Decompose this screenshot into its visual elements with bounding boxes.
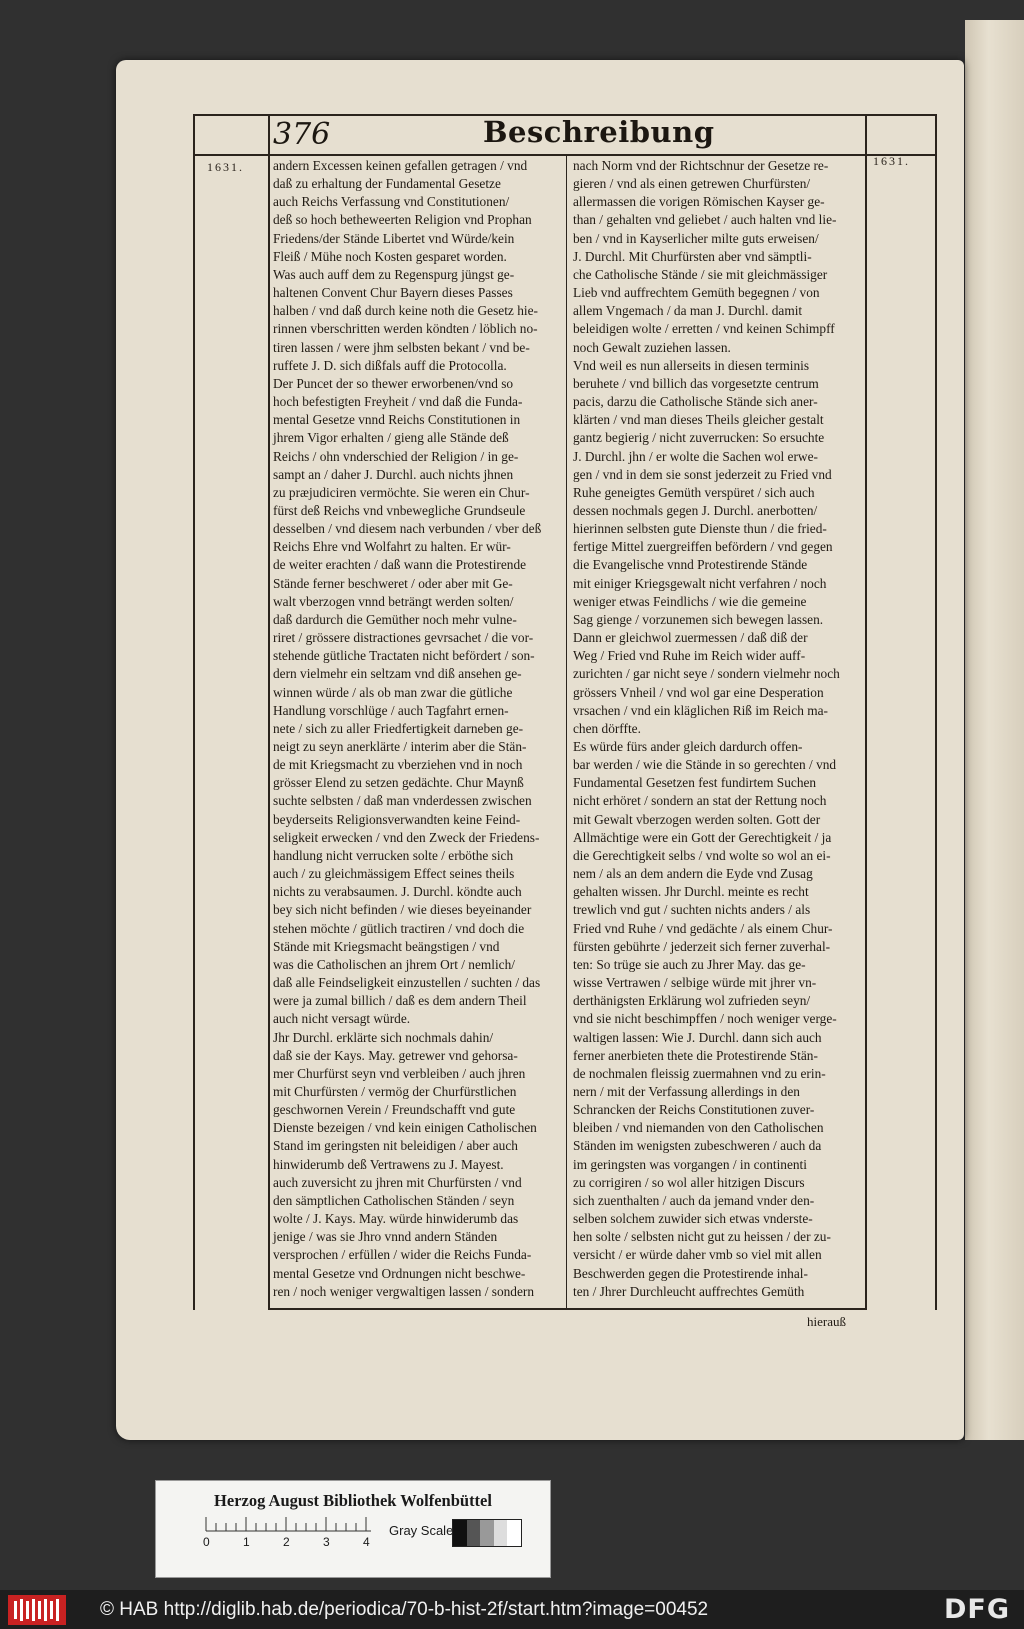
text-line: wolte / J. Kays. May. würde hinwiderumb das [273, 1211, 519, 1227]
text-line: deß so hoch betheweerten Religion vnd Prophan [273, 212, 532, 228]
text-line: nete / sich zu aller Friedfertigkeit darneben ge- [273, 720, 524, 736]
text-line: auch / zu gleichmässigem Effect seines theils [273, 866, 515, 882]
text-line: Weg / Fried vnd Ruhe im Reich wider auff- [573, 648, 806, 664]
text-line: Friedens/der Stände Libertet vnd Würde/kein [273, 230, 515, 246]
text-line: hoch befestigten Freyheit / vnd daß die Funda- [273, 394, 523, 410]
text-line: Was auch auff dem zu Regenspurg jüngst ge- [273, 266, 515, 282]
text-line: riret / grössere distractiones gevrsachet / die vor- [273, 630, 534, 646]
text-line: versprochen / erfüllen / wider die Reichs Funda- [273, 1247, 532, 1263]
text-line: gantz begierig / nicht zuverrucken: So ersuchte [573, 430, 825, 446]
ruler-number: 4 [363, 1535, 370, 1549]
text-line: pacis, darzu die Catholische Stände sich aner- [573, 394, 818, 410]
text-line: die Gerechtigkeit selbs / vnd wolte so wol an ei- [573, 847, 831, 863]
text-line: walt vberzogen vnnd beträngt werden solten/ [273, 593, 514, 609]
text-line: bleiben / vnd niemanden von den Catholischen [573, 1120, 824, 1136]
text-line: Fried vnd Ruhe / vnd gedächte / als einem Chur- [573, 920, 833, 936]
text-line: zu præjudiciren vermöchte. Sie weren ein Chur- [273, 484, 530, 500]
text-line: bar werden / wie die Stände in so gerechten / vnd [573, 757, 837, 773]
text-line: auch zuversicht zu jhren mit Churfürsten / vnd [273, 1174, 522, 1190]
text-line: Der Puncet der so thewer erworbenen/vnd so [273, 375, 514, 391]
text-line: Jhr Durchl. erklärte sich nochmals dahin/ [273, 1029, 494, 1045]
text-line: halben / vnd daß durch keine noth die Gesetz hie- [273, 303, 538, 319]
right-text-column [573, 157, 860, 1307]
ruler-number: 1 [243, 1535, 250, 1549]
text-line: tiren lassen / were jhm selbsten bekant / vnd be- [273, 339, 530, 355]
text-line: gieren / vnd als einen getrewen Churfürsten/ [573, 176, 811, 192]
text-line: stehen möchte / gütlich tractiren / vnd doch die [273, 920, 525, 936]
text-line: Lieb vnd auffrechtem Gemüth begegnen / von [573, 285, 820, 301]
ruler-number: 0 [203, 1535, 210, 1549]
margin-left-rule [268, 114, 270, 1310]
text-line: grössers Vnheil / vnd wol gar eine Desperation [573, 684, 824, 700]
text-line: daß sie der Kays. May. getrewer vnd gehorsa- [273, 1047, 518, 1063]
text-line: weniger etwas Feindlichs / wie die gemeine [573, 593, 807, 609]
frame-left-rule [193, 114, 195, 1310]
text-line: Ständen im wenigsten zubeschweren / auch da [573, 1138, 822, 1154]
text-line: fürst deß Reichs vnd vnbewegliche Grundseule [273, 502, 526, 518]
text-line: jenige / was sie Jhro vnnd andern Ständen [273, 1229, 498, 1245]
text-line: neigt zu seyn anerklärte / interim aber die Stän- [273, 739, 527, 754]
text-line: J. Durchl. Mit Churfürsten aber vnd sämptli- [573, 248, 812, 264]
text-line: wisse Vertrawen / selbige würde mit jhrer vn- [573, 975, 817, 991]
text-line: nach Norm vnd der Richtschnur der Gesetze re- [573, 158, 829, 173]
text-line: mit Gewalt vberzogen werden solten. Gott der [573, 811, 821, 827]
ruler-number: 3 [323, 1535, 330, 1549]
text-line: Sag gienge / vorzunemen sich bewegen lassen. [573, 611, 824, 627]
text-line: ben / vnd in Kayserlicher milte guts erweisen/ [573, 230, 819, 246]
text-line: den sämptlichen Catholischen Ständen / seyn [273, 1192, 515, 1208]
text-line: Fundamental Gesetzen fest fundirtem Suchen [573, 775, 817, 791]
ruler-number: 2 [283, 1535, 290, 1549]
text-line: chen dörffte. [573, 720, 641, 736]
text-line: jhrem Vigor erhalten / gieng alle Stände deß [273, 430, 509, 446]
text-line: versicht / er würde daher vmb so viel mit allen [573, 1247, 822, 1263]
footer-bar [0, 1590, 1024, 1629]
text-line: Beschwerden gegen die Protestirende inhal- [573, 1265, 808, 1281]
text-line: dern vielmehr ein seltzam vnd diß ansehen ge- [273, 666, 522, 682]
text-line: daß dardurch die Gemüther noch mehr vulne- [273, 611, 517, 627]
text-line: mit einiger Kriegsgewalt nicht verfahren / noch [573, 575, 827, 591]
text-line: daß alle Feindseligkeit einzustellen / suchten / das [273, 975, 541, 991]
text-line: die Evangelische vnnd Protestirende Stände [573, 557, 808, 573]
text-line: de mit Kriegsmacht zu vberziehen vnd in noch [273, 757, 523, 773]
text-line: suchte selbsten / daß man vnderdessen zwischen [273, 793, 532, 809]
text-line: che Catholische Stände / sie mit gleichmässiger [573, 266, 828, 282]
text-line: auch Reichs Verfassung vnd Constitutionen/ [273, 194, 510, 210]
gray-scale-label: Gray Scale [389, 1523, 454, 1538]
text-line: im geringsten was vorgangen / in continenti [573, 1156, 807, 1172]
text-line: geschwornen Verein / Freundschafft vnd gute [273, 1102, 516, 1118]
text-line: selben solchem zuwider sich etwas vnderste- [573, 1211, 813, 1227]
text-line: Allmächtige were ein Gott der Gerechtigkeit / ja [573, 829, 832, 845]
text-line: de weiter erachten / daß wann die Protestirende [273, 557, 527, 573]
text-line: handlung nicht verrucken solte / erböthe sich [273, 847, 514, 863]
page-number: 376 [273, 117, 331, 152]
text-line: bey sich nicht befinden / wie dieses beyeinander [273, 902, 532, 918]
left-text-column [273, 157, 560, 1307]
text-line: beleidigen wolte / erretten / vnd keinen Schimpff [573, 321, 835, 337]
text-line: Schrancken der Reichs Constitutionen zuver- [573, 1102, 815, 1118]
text-line: mer Churfürst seyn vnd verbleiben / auch jhren [273, 1065, 526, 1081]
text-line: Ruhe geneigtes Gemüth verspüret / sich auch [573, 484, 815, 500]
text-line: andern Excessen keinen gefallen getragen / vnd [273, 158, 528, 173]
text-line: zurichten / gar nicht seye / sondern vielmehr noch [573, 666, 840, 682]
text-line: gehalten wissen. Jhr Durchl. meinte es recht [573, 884, 809, 900]
text-line: Stände mit Kriegsmacht beängstigen / vnd [273, 938, 500, 954]
text-line: waltigen lassen: Wie J. Durchl. dann sich auch [573, 1029, 822, 1045]
text-line: ten / Jhrer Durchleucht auffrechtes Gemüth [573, 1283, 805, 1299]
text-line: beyderseits Religionsverwandten keine Feind- [273, 811, 521, 827]
text-line: nicht erhöret / sondern an stat der Rettung noch [573, 793, 827, 809]
text-line: dessen nochmals gegen J. Durchl. anerbotten/ [573, 502, 818, 518]
text-line: de nochmalen fleissig zuermahnen vnd zu erin- [573, 1065, 826, 1081]
text-line: vnd sie nicht beschimpffen / noch weniger verge- [573, 1011, 837, 1027]
text-line: Es würde fürs ander gleich dardurch offen- [573, 739, 803, 754]
text-line: auch nicht versagt würde. [273, 1011, 411, 1027]
text-line: Fleiß / Mühe noch Kosten gesparet worden. [273, 248, 507, 264]
hab-logo-icon [8, 1595, 66, 1625]
facing-page-edge [965, 20, 1024, 1440]
text-line: daß zu erhaltung der Fundamental Gesetze [273, 176, 501, 192]
text-line: sampt an / daher J. Durchl. auch nichts jhnen [273, 466, 514, 482]
text-line: beruhete / vnd billich das vorgesetzte centrum [573, 375, 819, 391]
text-line: Stände ferner beschweret / oder aber mit Ge- [273, 575, 513, 591]
source-url[interactable]: © HAB http://diglib.hab.de/periodica/70-b-hist-2f/start.htm?image=00452 [100, 1598, 709, 1620]
text-line: klärten / vnd man dieses Theils gleicher gestalt [573, 412, 824, 428]
text-line: hierinnen selbsten gute Dienste thun / die fried- [573, 521, 827, 537]
text-line: haltenen Convent Chur Bayern dieses Passes [273, 285, 513, 301]
text-line: Dienste bezeigen / vnd kein einigen Catholischen [273, 1120, 537, 1136]
text-line: Reichs Ehre vnd Wolfahrt zu halten. Er wür- [273, 539, 511, 555]
text-line: were ja zumal billich / daß es dem andern Theil [273, 993, 527, 1009]
reference-card [155, 1480, 551, 1578]
text-line: nem / als an dem andern die Eyde vnd Zusag [573, 866, 813, 882]
text-frame [193, 114, 937, 1329]
text-line: fürsten gebührte / jederzeit sich ferner zuverhal- [573, 938, 831, 954]
gray-scale-swatch [452, 1519, 522, 1547]
text-line: desselben / vnd diesem nach verbunden / vber deß [273, 521, 542, 537]
text-line: mental Gesetze vnd Ordnungen nicht beschwe- [273, 1265, 526, 1281]
frame-bottom-rule [268, 1308, 867, 1310]
text-line: nern / mit der Verfassung allerdings in den [573, 1083, 800, 1099]
text-line: vrsachen / vnd ein kläglichen Riß im Reich ma- [573, 702, 828, 718]
margin-year-left: 1631. [207, 160, 244, 174]
text-line: Reichs / ohn vnderschied der Religion / in ge- [273, 448, 519, 464]
text-line: ferner anerbieten thete die Protestirende Stän- [573, 1047, 818, 1063]
text-line: gen / vnd in dem sie sonst jederzeit zu Fried vnd [573, 466, 832, 482]
text-line: hen solte / selbsten nicht gut zu heissen / der zu- [573, 1229, 831, 1245]
text-line: ten: So trüge sie auch zu Jhrer May. das ge- [573, 956, 806, 972]
text-line: trewlich vnd gut / suchten nichts anders / als [573, 902, 811, 918]
text-line: Handlung vorschlüge / auch Tagfahrt ernen- [273, 702, 509, 718]
text-line: J. Durchl. jhn / er wolte die Sachen wol erwe- [573, 448, 818, 464]
text-line: Stand im geringsten nit beleidigen / aber auch [273, 1138, 518, 1154]
measure-ruler [203, 1513, 376, 1549]
text-line: ren / noch weniger vergwaltigen lassen / sondern [273, 1283, 534, 1299]
text-line: allem Vngemach / da man J. Durchl. damit [573, 303, 803, 319]
text-line: was die Catholischen an jhrem Ort / nemlich/ [273, 956, 515, 972]
text-line: Vnd weil es nun allerseits in diesen terminis [573, 357, 810, 373]
text-line: stehende gütliche Tractaten nicht befördert / son- [273, 648, 535, 664]
catchword: hierauß [807, 1314, 846, 1329]
text-line: allermassen die vorigen Römischen Kayser ge- [573, 194, 825, 210]
margin-right-rule [865, 114, 867, 1310]
dfg-logo: DFG [943, 1594, 1010, 1625]
margin-year-right: 1631. [873, 154, 910, 168]
text-line: rinnen vberschritten werden köndten / löblich no- [273, 321, 538, 337]
frame-right-rule [935, 114, 937, 1310]
text-line: seligkeit erwecken / vnd den Zweck der Friedens- [273, 829, 540, 845]
library-name: Herzog August Bibliothek Wolfenbüttel [214, 1491, 492, 1510]
column-divider [566, 156, 567, 1310]
text-line: winnen würde / als ob man zwar die gütliche [273, 684, 513, 700]
text-line: derthänigsten Erklärung wol zufrieden seyn/ [573, 993, 811, 1009]
text-line: fertige Mittel zuergreiffen befördern / vnd gegen [573, 539, 833, 555]
text-line: nichts zu verabsaumen. J. Durchl. köndte auch [273, 884, 522, 900]
running-title: Beschreibung [483, 115, 715, 149]
header-rule [193, 154, 937, 156]
text-line: mental Gesetze vnnd Reichs Constitutionen in [273, 412, 521, 428]
text-line: sich zuenthalten / auch da jemand vnder den- [573, 1192, 815, 1208]
text-line: than / gehalten vnd geliebet / auch halten vnd lie- [573, 212, 837, 228]
text-line: noch Gewalt zuziehen lassen. [573, 339, 731, 355]
text-line: mit Churfürsten / vermög der Churfürstlichen [273, 1083, 517, 1099]
text-line: hinwiderumb deß Vertrawens zu J. Mayest. [273, 1156, 504, 1172]
text-line: ruffete J. D. sich dißfals auff die Protocolla. [273, 357, 507, 373]
text-line: zu corrigiren / so wol aller hitzigen Discurs [573, 1174, 805, 1190]
text-line: grösser Elend zu setzen gedächte. Chur Maynß [273, 775, 524, 791]
text-line: Dann er gleichwol zuermessen / daß diß der [573, 630, 808, 646]
